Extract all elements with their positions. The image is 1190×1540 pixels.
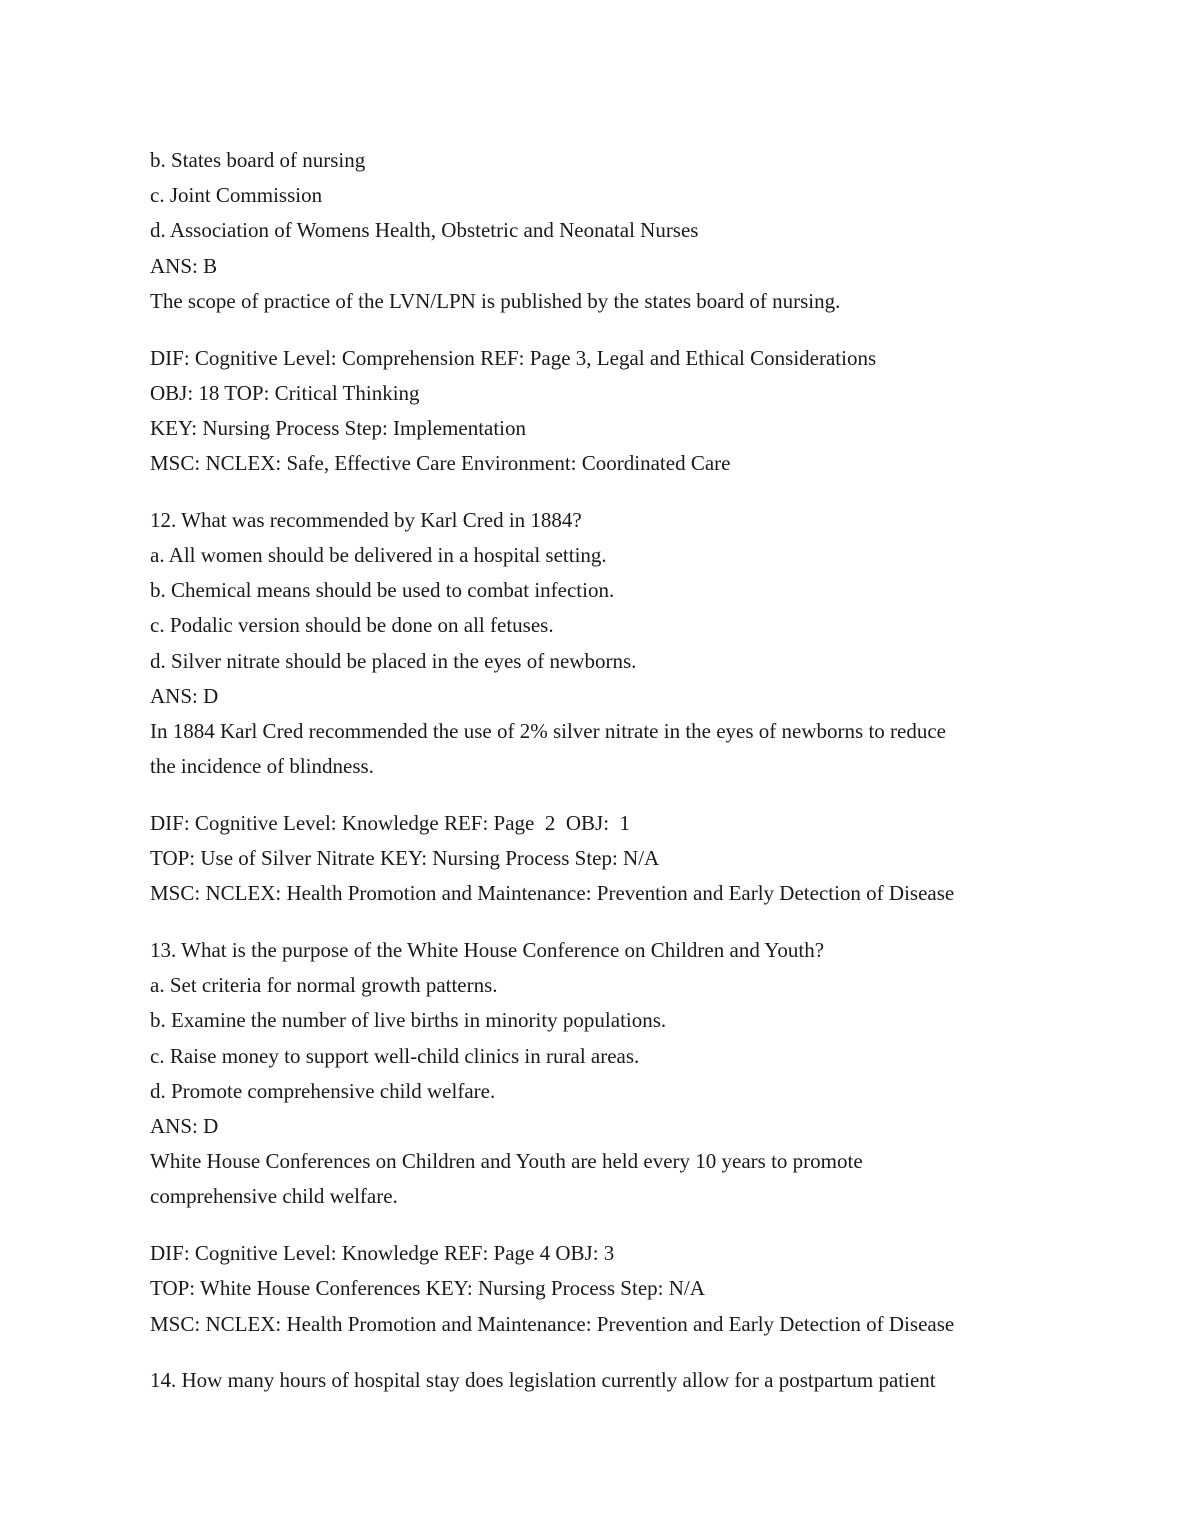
meta-topic: TOP: White House Conferences KEY: Nursing Process Step: N/A bbox=[150, 1276, 705, 1301]
question-13 bbox=[150, 933, 1050, 1342]
option-b: b. States board of nursing bbox=[150, 148, 366, 172]
option-a: a. Set criteria for normal growth patterns. bbox=[150, 973, 498, 998]
spacer bbox=[150, 1342, 1050, 1364]
spacer bbox=[150, 481, 1050, 503]
meta-topic: TOP: Use of Silver Nitrate KEY: Nursing Process Step: N/A bbox=[150, 846, 660, 871]
spacer bbox=[150, 912, 1050, 934]
rationale: The scope of practice of the LVN/LPN is published by the states board of nursing. bbox=[150, 288, 841, 313]
rationale-line-1: In 1884 Karl Cred recommended the use of 2% silver nitrate in the eyes of newborns to reduce bbox=[150, 719, 946, 744]
meta-difficulty: DIF: Cognitive Level: Comprehension REF: Page 3, Legal and Ethical Considerations bbox=[150, 345, 877, 370]
option-c: c. Joint Commission bbox=[150, 183, 323, 208]
option-c: c. Raise money to support well-child clinics in rural areas. bbox=[150, 1043, 640, 1068]
answer: ANS: B bbox=[150, 253, 218, 278]
option-a: a. All women should be delivered in a hospital setting. bbox=[150, 543, 607, 568]
option-b: b. Chemical means should be used to combat infection. bbox=[150, 578, 615, 603]
question-text: 13. What is the purpose of the White House Conference on Children and Youth? bbox=[150, 938, 825, 963]
spacer bbox=[150, 1215, 1050, 1237]
spacer bbox=[150, 319, 1050, 341]
meta-difficulty: DIF: Cognitive Level: Knowledge REF: Page 4 OBJ: 3 bbox=[150, 1241, 615, 1266]
question-text: 12. What was recommended by Karl Cred in 1884? bbox=[150, 507, 582, 532]
rationale-line-1: White House Conferences on Children and Youth are held every 10 years to promote bbox=[150, 1149, 863, 1174]
meta-objective: OBJ: 18 TOP: Critical Thinking bbox=[150, 380, 420, 405]
meta-msc: MSC: NCLEX: Health Promotion and Maintenance: Prevention and Early Detection of Disease bbox=[150, 1311, 955, 1336]
answer: ANS: D bbox=[150, 1114, 219, 1139]
rationale-line-2: the incidence of blindness. bbox=[150, 754, 374, 779]
option-d: d. Association of Womens Health, Obstetric and Neonatal Nurses bbox=[150, 218, 699, 243]
option-c: c. Podalic version should be done on all fetuses. bbox=[150, 613, 554, 638]
question-11 bbox=[150, 143, 1050, 481]
document-body bbox=[150, 143, 1050, 1399]
option-d: d. Silver nitrate should be placed in the eyes of newborns. bbox=[150, 648, 637, 673]
meta-difficulty: DIF: Cognitive Level: Knowledge REF: Page 2 OBJ: 1 bbox=[150, 810, 631, 835]
question-14 bbox=[150, 1363, 1050, 1398]
spacer bbox=[150, 784, 1050, 806]
rationale-line-2: comprehensive child welfare. bbox=[150, 1184, 398, 1209]
option-b: b. Examine the number of live births in minority populations. bbox=[150, 1008, 667, 1033]
option-d: d. Promote comprehensive child welfare. bbox=[150, 1078, 496, 1103]
meta-msc: MSC: NCLEX: Health Promotion and Maintenance: Prevention and Early Detection of Disease bbox=[150, 881, 955, 906]
question-text: 14. How many hours of hospital stay does legislation currently allow for a postpartum patient bbox=[150, 1368, 936, 1393]
answer: ANS: D bbox=[150, 683, 219, 708]
meta-msc: MSC: NCLEX: Safe, Effective Care Environment: Coordinated Care bbox=[150, 451, 731, 476]
question-12 bbox=[150, 503, 1050, 912]
meta-key: KEY: Nursing Process Step: Implementation bbox=[150, 415, 527, 440]
